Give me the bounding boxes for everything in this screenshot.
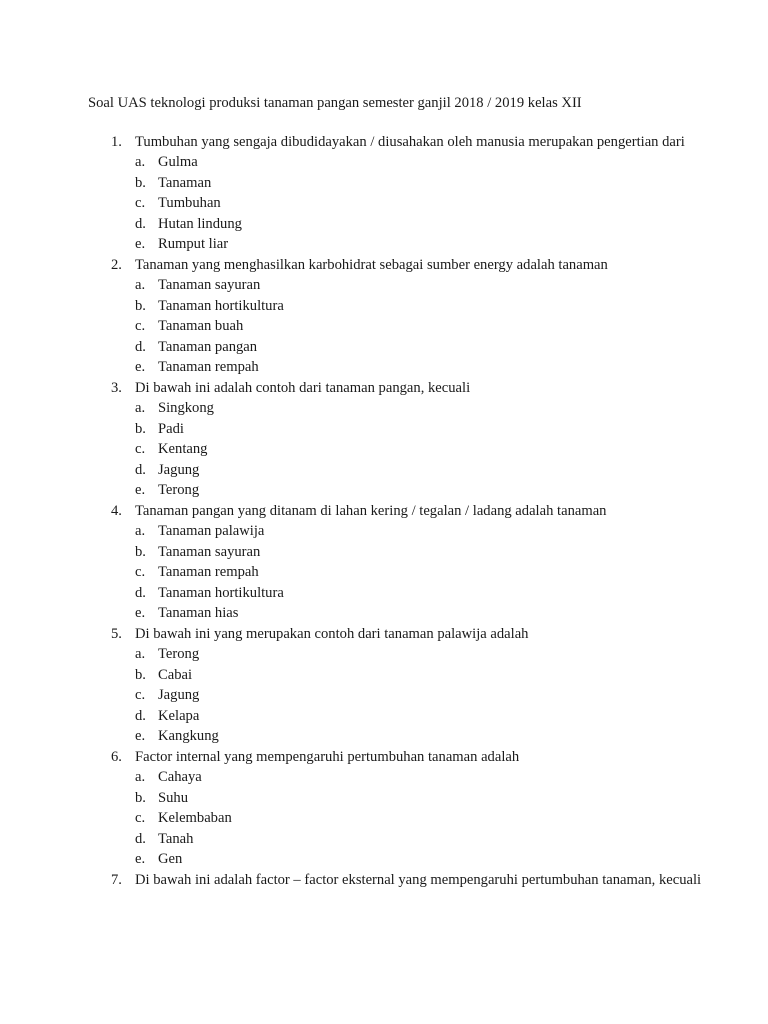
option-letter: a.: [135, 646, 146, 662]
answer-option: [135, 767, 728, 788]
answer-option: [135, 808, 728, 829]
option-letter: d.: [135, 461, 146, 478]
option-list: [135, 644, 728, 747]
question-number: 6.: [111, 748, 122, 765]
answer-option: [135, 419, 728, 440]
option-text: Terong: [158, 646, 200, 662]
option-list: [135, 152, 728, 255]
answer-option: [135, 583, 728, 604]
answer-option: [135, 316, 728, 337]
option-text: Jagung: [158, 461, 200, 478]
option-letter: a.: [135, 154, 146, 170]
answer-option: [135, 480, 728, 501]
option-text: Tanah: [158, 830, 194, 847]
answer-option: [135, 173, 728, 194]
option-letter: d.: [135, 707, 146, 724]
answer-option: [135, 849, 728, 870]
option-letter: b.: [135, 543, 146, 560]
option-list: [135, 275, 728, 378]
answer-option: [135, 788, 728, 809]
option-text: Cabai: [158, 666, 193, 683]
question-item: [88, 870, 728, 891]
answer-option: [135, 685, 728, 706]
answer-option: [135, 234, 728, 255]
option-text: Tanaman: [158, 174, 212, 191]
option-letter: c.: [135, 441, 146, 457]
question-text: Di bawah ini yang merupakan contoh dari tanaman palawija adalah: [135, 625, 529, 642]
option-text: Tanaman rempah: [158, 564, 259, 580]
answer-option: [135, 706, 728, 727]
question-text: Tanaman yang menghasilkan karbohidrat sebagai sumber energy adalah tanaman: [135, 256, 608, 273]
option-letter: e.: [135, 851, 146, 867]
option-text: Kangkung: [158, 728, 219, 744]
option-letter: a.: [135, 277, 146, 293]
option-letter: e.: [135, 359, 146, 375]
question-number: 7.: [111, 871, 122, 888]
option-letter: d.: [135, 830, 146, 847]
option-text: Tanaman sayuran: [158, 543, 261, 560]
answer-option: [135, 665, 728, 686]
answer-option: [135, 275, 728, 296]
option-text: Gen: [158, 851, 183, 867]
option-text: Padi: [158, 420, 184, 437]
option-letter: c.: [135, 810, 146, 826]
question-text: Tanaman pangan yang ditanam di lahan kering / tegalan / ladang adalah tanaman: [135, 502, 607, 519]
answer-option: [135, 337, 728, 358]
option-text: Gulma: [158, 154, 198, 170]
option-text: Jagung: [158, 687, 200, 703]
option-letter: b.: [135, 297, 146, 314]
option-text: Tanaman buah: [158, 318, 244, 334]
option-text: Tumbuhan: [158, 195, 221, 211]
option-letter: a.: [135, 769, 146, 785]
option-text: Cahaya: [158, 769, 202, 785]
option-text: Tanaman sayuran: [158, 277, 261, 293]
option-letter: c.: [135, 195, 146, 211]
option-text: Tanaman hortikultura: [158, 297, 284, 314]
answer-option: [135, 562, 728, 583]
option-text: Tanaman pangan: [158, 338, 258, 355]
answer-option: [135, 829, 728, 850]
question-item: [88, 747, 728, 870]
option-letter: c.: [135, 318, 146, 334]
option-list: [135, 398, 728, 501]
option-letter: b.: [135, 789, 146, 806]
option-letter: e.: [135, 482, 146, 498]
option-text: Terong: [158, 482, 200, 498]
answer-option: [135, 603, 728, 624]
option-letter: c.: [135, 564, 146, 580]
question-list: [88, 132, 728, 891]
document-title: Soal UAS teknologi produksi tanaman pangan semester ganjil 2018 / 2019 kelas XII: [88, 95, 582, 111]
answer-option: [135, 214, 728, 235]
question-text: Di bawah ini adalah contoh dari tanaman pangan, kecuali: [135, 379, 471, 396]
option-letter: e.: [135, 605, 146, 621]
question-item: [88, 255, 728, 378]
option-letter: b.: [135, 666, 146, 683]
option-text: Tanaman hortikultura: [158, 584, 284, 601]
question-item: [88, 501, 728, 624]
option-letter: e.: [135, 236, 146, 252]
option-text: Kelembaban: [158, 810, 232, 826]
answer-option: [135, 357, 728, 378]
option-letter: d.: [135, 338, 146, 355]
option-text: Singkong: [158, 400, 214, 416]
question-number: 2.: [111, 256, 122, 273]
question-text: Di bawah ini adalah factor – factor eksternal yang mempengaruhi pertumbuhan tanaman, kecuali: [135, 871, 702, 888]
answer-option: [135, 726, 728, 747]
option-text: Hutan lindung: [158, 215, 242, 232]
question-text: Factor internal yang mempengaruhi pertumbuhan tanaman adalah: [135, 748, 520, 765]
option-text: Tanaman palawija: [158, 523, 265, 539]
answer-option: [135, 521, 728, 542]
option-letter: d.: [135, 215, 146, 232]
answer-option: [135, 439, 728, 460]
question-text: Tumbuhan yang sengaja dibudidayakan / diusahakan oleh manusia merupakan pengertian dari: [135, 133, 685, 150]
question-number: 3.: [111, 379, 122, 396]
question-item: [88, 378, 728, 501]
question-number: 4.: [111, 502, 122, 519]
option-text: Suhu: [158, 789, 189, 806]
option-list: [135, 767, 728, 870]
option-list: [135, 521, 728, 624]
option-text: Tanaman rempah: [158, 359, 259, 375]
question-number: 5.: [111, 625, 122, 642]
answer-option: [135, 644, 728, 665]
option-letter: e.: [135, 728, 146, 744]
answer-option: [135, 193, 728, 214]
answer-option: [135, 296, 728, 317]
option-letter: d.: [135, 584, 146, 601]
option-letter: a.: [135, 523, 146, 539]
option-letter: b.: [135, 174, 146, 191]
answer-option: [135, 460, 728, 481]
option-text: Kentang: [158, 441, 208, 457]
question-item: [88, 132, 728, 255]
option-letter: c.: [135, 687, 146, 703]
option-text: Kelapa: [158, 707, 200, 724]
option-text: Tanaman hias: [158, 605, 239, 621]
question-item: [88, 624, 728, 747]
answer-option: [135, 398, 728, 419]
option-text: Rumput liar: [158, 236, 229, 252]
option-letter: b.: [135, 420, 146, 437]
answer-option: [135, 542, 728, 563]
option-letter: a.: [135, 400, 146, 416]
question-number: 1.: [111, 133, 122, 150]
answer-option: [135, 152, 728, 173]
